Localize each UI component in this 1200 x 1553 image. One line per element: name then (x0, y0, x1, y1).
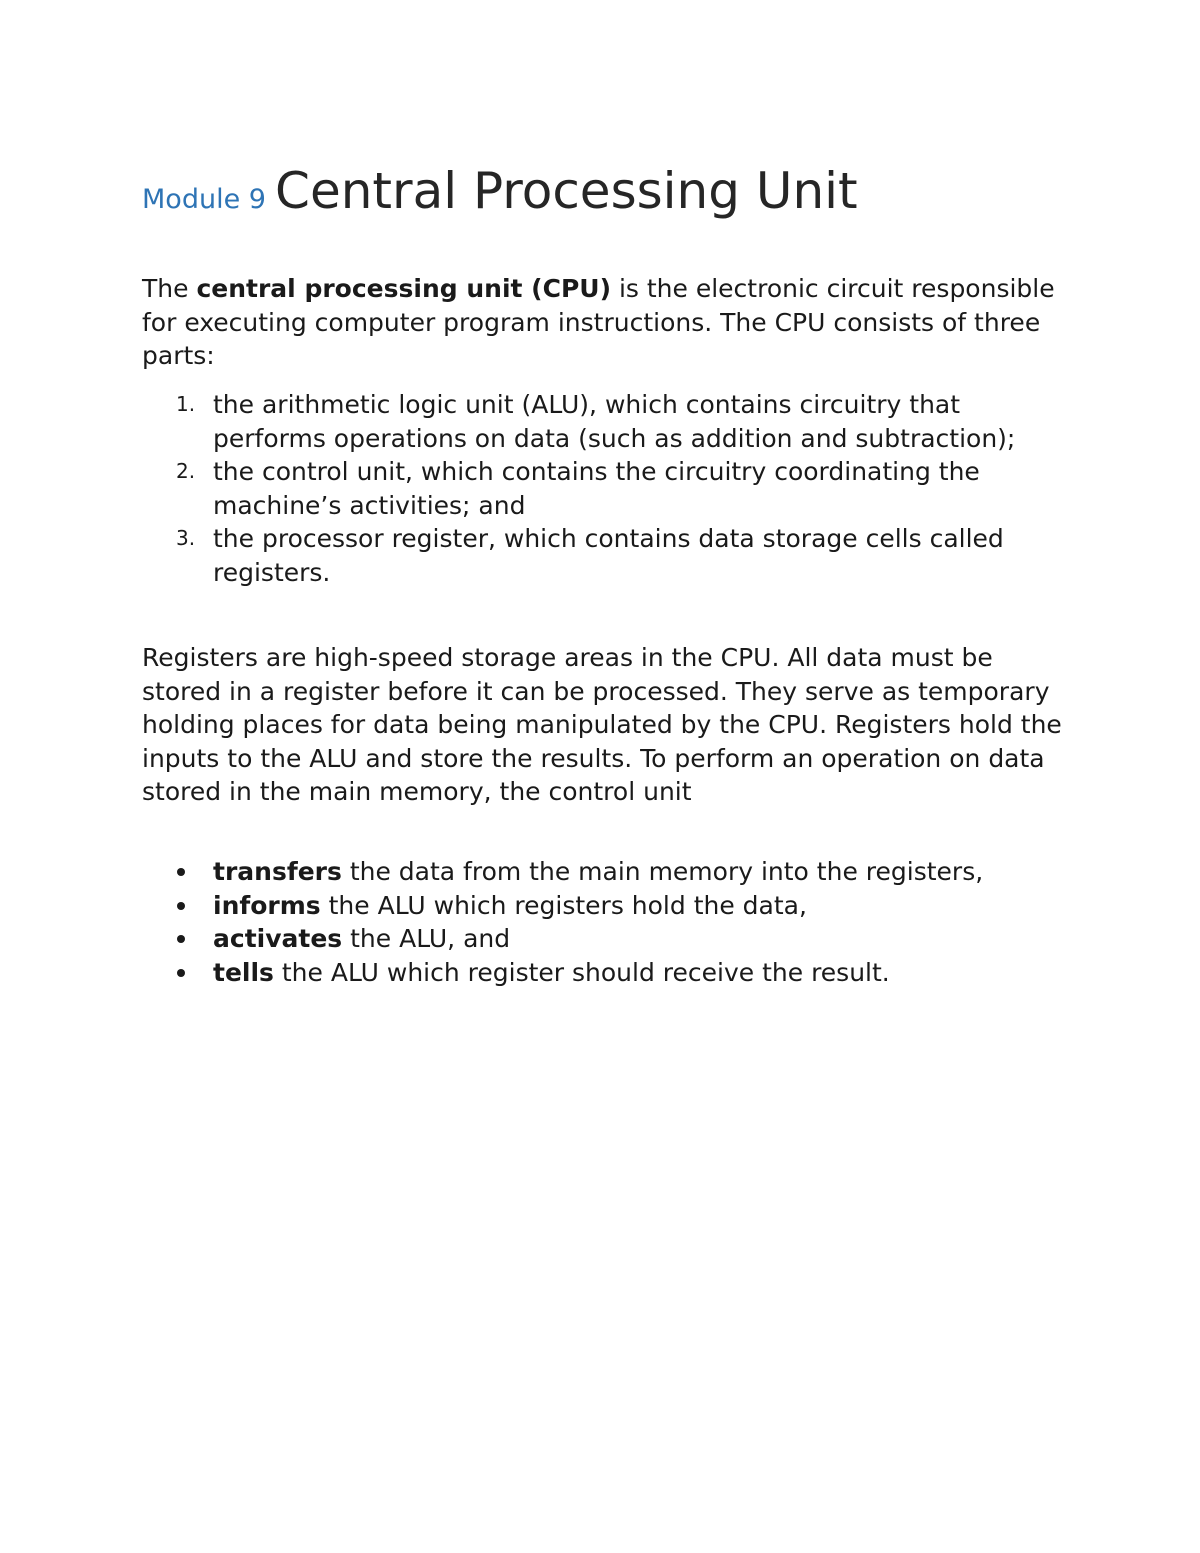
list-number: 2. (176, 459, 196, 483)
bullet-icon (177, 902, 185, 910)
action-text: the ALU which register should receive the result. (273, 957, 890, 987)
action-verb: tells (213, 957, 274, 987)
bullet-icon (177, 935, 185, 943)
list-item (142, 956, 1062, 990)
bullet-icon (177, 868, 185, 876)
registers-paragraph: Registers are high-speed storage areas in the CPU. All data must be stored in a register before it can be processed. They serve as temporary holding places for data being manipulated by the CPU. Registers hold the inputs to the ALU and store the results. To perform an operation on data stored in the main memory, the control unit (142, 643, 1062, 806)
list-item (142, 388, 1062, 455)
list-item (142, 922, 1062, 956)
list-item (142, 889, 1062, 923)
intro-post: is the electronic circuit responsible for executing computer program instructions. The CPU consists of three parts: (142, 274, 1055, 370)
list-number: 1. (176, 392, 196, 416)
action-verb: activates (213, 924, 343, 953)
list-item (142, 455, 1062, 522)
title-text: Central Processing Unit (275, 162, 858, 220)
list-number: 3. (176, 526, 196, 550)
list-item (142, 522, 1062, 589)
list-item-text: the processor register, which contains data storage cells called registers. (213, 524, 1004, 587)
action-verb: informs (213, 890, 321, 920)
action-text: the ALU, and (342, 924, 511, 953)
action-verb: transfers (213, 857, 342, 886)
page-title (142, 162, 858, 220)
list-item (142, 855, 1062, 889)
control-unit-actions-list (142, 855, 1062, 989)
bullet-icon (177, 969, 185, 977)
list-item-text: the arithmetic logic unit (ALU), which contains circuitry that performs operations on data (such as addition and subtraction); (213, 390, 1016, 453)
module-label: Module 9 (142, 184, 266, 215)
action-text: the ALU which registers hold the data, (320, 890, 807, 920)
action-text: the data from the main memory into the registers, (341, 857, 984, 886)
cpu-parts-list (142, 388, 1062, 589)
intro-bold-term: central processing unit (CPU) (196, 274, 611, 303)
list-item-text: the control unit, which contains the circuitry coordinating the machine’s activities; and (213, 457, 980, 520)
intro-pre: The (142, 274, 197, 303)
intro-paragraph (142, 272, 1062, 373)
